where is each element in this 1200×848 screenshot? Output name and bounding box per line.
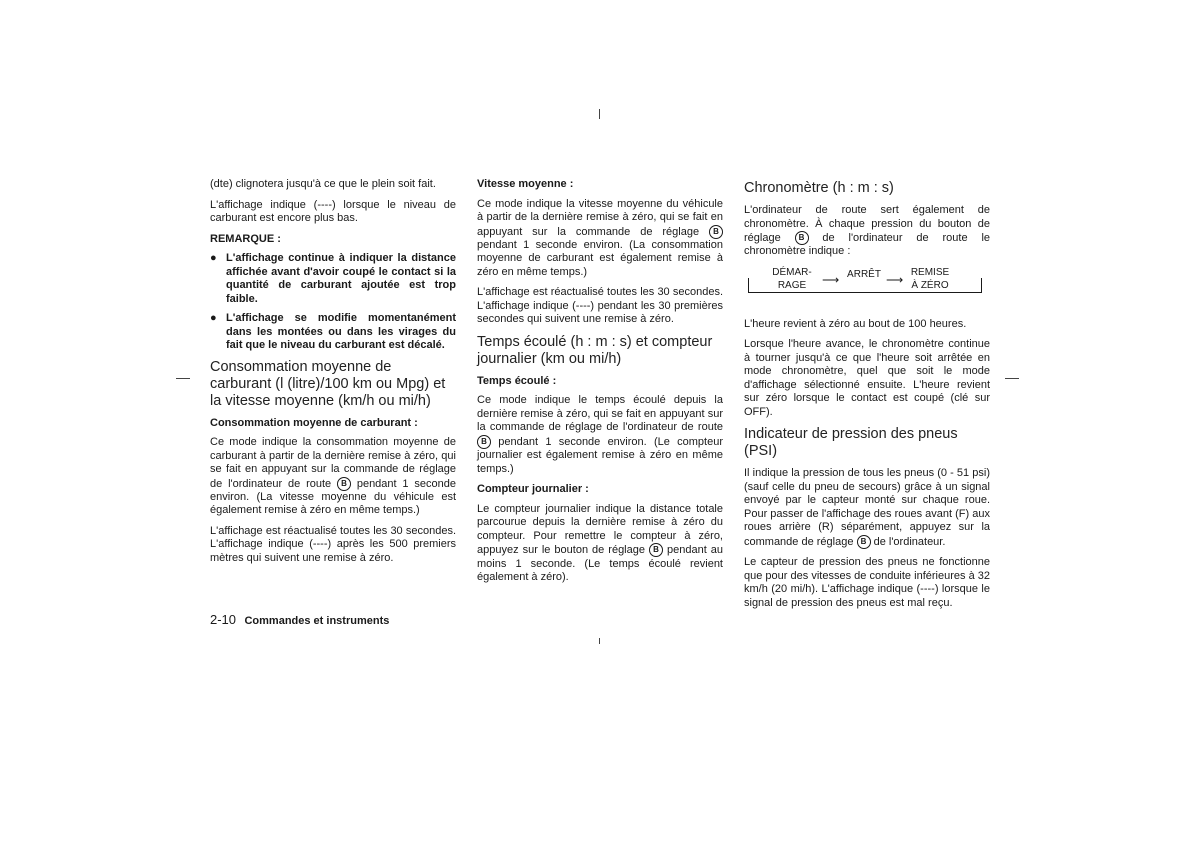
bullet-icon: ● [210, 312, 217, 324]
crop-mark-top [599, 109, 600, 119]
chronometer-cycle-diagram [744, 266, 984, 304]
paragraph-vitesse-reactualise: L'affichage est réactualisé toutes les 30 secondes. L'affichage indique (----) pendant les 30 premières secondes qui suivent une remise à zéro. [477, 286, 723, 326]
cycle-reset-label: REMISE À ZÉRO [904, 266, 956, 292]
subheading-consommation: Consommation moyenne de carburant : [210, 416, 418, 429]
subheading-vitesse: Vitesse moyenne : [477, 178, 574, 190]
heading-pression-pneus: Indicateur de pression des pneus (PSI) [744, 426, 958, 460]
paragraph-heure-zero: L'heure revient à zéro au bout de 100 heures. [744, 317, 967, 330]
paragraph-consommation: Ce mode indique la consommation moyenne de carburant à partir de la dernière remise à zéro, qui se fait en appuyant sur la commande de réglage de l'ordinateur de route B pendant 1 seconde environ. (La vitesse moyenne du véhicule est également remise à zéro en même temps.) [210, 436, 456, 517]
remarque-list [210, 252, 456, 353]
crop-mark-bottom [599, 638, 600, 644]
heading-chronometre: Chronomètre (h : m : s) [744, 180, 894, 196]
paragraph-vitesse: Ce mode indique la vitesse moyenne du véhicule à partir de la dernière remise à zéro, qui se fait en appuyant sur la commande de réglage B pendant 1 seconde environ. (La consommation moyenne de carburant est également remise à zéro en même temps.) [477, 197, 723, 278]
column-3 [744, 178, 990, 617]
heading-consommation: Consommation moyenne de carburant (l (litre)/100 km ou Mpg) et la vitesse moyenne (km/h ou mi/h) [210, 358, 446, 409]
arrow-right-icon: ⟶ [886, 272, 904, 287]
button-b-icon: B [477, 435, 491, 449]
button-b-icon: B [649, 543, 663, 557]
cycle-start-label: DÉMAR- RAGE [766, 266, 818, 292]
button-b-icon: B [709, 225, 723, 239]
paragraph-affichage-bas: L'affichage indique (----) lorsque le niveau de carburant est encore plus bas. [210, 198, 456, 224]
paragraph-heure-avance: Lorsque l'heure avance, le chronomètre continue à tourner jusqu'à ce que l'heure soit arrêtée en mode chronomètre, quel que soit le mode d'affichage sélectionné ensuite. L'heure revient sur zéro lorsque le contact est coupé (clé sur OFF). [744, 338, 990, 418]
paragraph-capteur: Le capteur de pression des pneus ne fonctionne que pour des vitesses de conduite inférieures à 32 km/h (20 mi/h). L'affichage indique (----) lorsque le signal de pression des pneus est mal reçu. [744, 556, 990, 609]
paragraph-chronometre: L'ordinateur de route sert également de chronomètre. À chaque pression du bouton de réglage B de l'ordinateur de route le chronomètre indique : [744, 204, 991, 258]
paragraph-dte: (dte) clignotera jusqu'à ce que le plein soit fait. [210, 178, 436, 190]
heading-temps-ecoule: Temps écoulé (h : m : s) et compteur journalier (km ou mi/h) [477, 333, 713, 367]
list-item: ● L'affichage continue à indiquer la distance affichée avant d'avoir coupé le contact si la quantité de carburant ajoutée est trop faible. [210, 252, 456, 305]
subheading-compteur: Compteur journalier : [477, 483, 589, 496]
crop-mark-right [1005, 378, 1019, 379]
paragraph-temps: Ce mode indique le temps écoulé depuis la dernière remise à zéro, qui se fait en appuyant sur la commande de réglage de l'ordinateur de route B pendant 1 seconde environ. (Le compteur journalier est également remise à zéro en même temps.) [477, 394, 723, 475]
page-number: 2-10 [210, 612, 237, 627]
column-2 [477, 178, 723, 592]
paragraph-reactualise: L'affichage est réactualisé toutes les 30 secondes. L'affichage indique (----) après les 500 premiers mètres qui suivent une remise à zéro. [210, 524, 456, 564]
page-footer [210, 611, 389, 629]
cycle-stop-label: ARRÊT [844, 268, 884, 281]
button-b-icon: B [857, 535, 871, 549]
column-1 [210, 178, 456, 572]
paragraph-pression: Il indique la pression de tous les pneus (0 - 51 psi) (sauf celle du pneu de secours) grâce à un signal envoyé par le capteur monté sur chaque roue. Pour passer de l'affichage des roues avant (F) aux roues arrière (R) séparément, appuyez sur la commande de réglage B de l'ordinateur. [744, 467, 990, 548]
button-b-icon: B [795, 231, 809, 245]
arrow-right-icon: ⟶ [822, 272, 840, 287]
crop-mark-left [176, 378, 190, 379]
bullet-icon: ● [210, 252, 217, 264]
list-item: ● L'affichage se modifie momentanément dans les montées ou dans les virages du fait que le niveau du carburant est décalé. [210, 312, 456, 351]
remarque-heading: REMARQUE : [210, 232, 281, 245]
button-b-icon: B [337, 477, 351, 491]
section-title: Commandes et instruments [244, 615, 390, 627]
subheading-temps: Temps écoulé : [477, 374, 557, 387]
paragraph-compteur: Le compteur journalier indique la distance totale parcourue depuis la dernière remise à zéro du compteur. Pour remettre le compteur à zéro, appuyez sur le bouton de réglage B pendant au moins 1 seconde. (Le temps écoulé revient également à zéro). [477, 502, 723, 584]
